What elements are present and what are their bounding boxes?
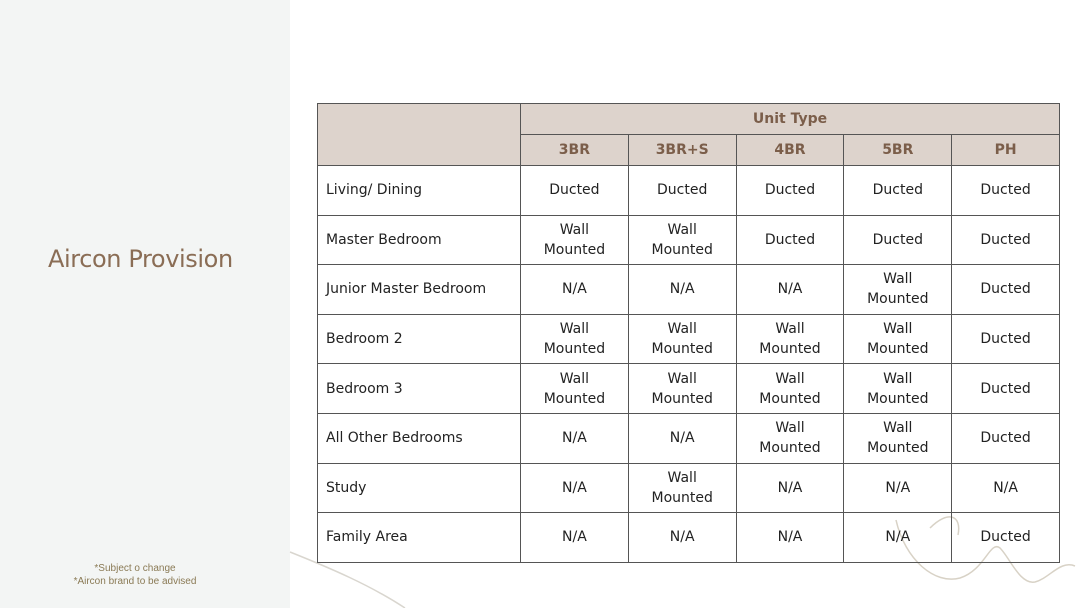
column-header-3br-s: 3BR+S — [628, 135, 736, 166]
footnotes — [0, 562, 270, 588]
table-cell: N/A — [628, 265, 736, 315]
table-cell: Wall Mounted — [844, 314, 952, 364]
aircon-table — [317, 103, 1060, 563]
row-label: All Other Bedrooms — [318, 413, 521, 463]
table-cell: Ducted — [521, 166, 629, 216]
table-row — [318, 413, 1060, 463]
table-cell: Ducted — [844, 215, 952, 265]
table-row — [318, 364, 1060, 414]
table-corner-cell — [318, 104, 521, 166]
table-cell: N/A — [736, 265, 844, 315]
column-header-ph: PH — [952, 135, 1060, 166]
row-label: Bedroom 3 — [318, 364, 521, 414]
table-cell: Wall Mounted — [628, 215, 736, 265]
table-cell: N/A — [521, 513, 629, 563]
row-label: Master Bedroom — [318, 215, 521, 265]
table-cell: N/A — [521, 265, 629, 315]
table-cell: Wall Mounted — [844, 413, 952, 463]
page-title: Aircon Provision — [48, 245, 233, 273]
row-label: Study — [318, 463, 521, 513]
table-cell: N/A — [952, 463, 1060, 513]
table-cell: Ducted — [952, 513, 1060, 563]
table-cell: N/A — [736, 463, 844, 513]
table-row — [318, 314, 1060, 364]
table-group-header-row — [318, 104, 1060, 135]
table-row — [318, 166, 1060, 216]
unit-type-header: Unit Type — [521, 104, 1060, 135]
table-cell: N/A — [844, 513, 952, 563]
table-cell: Wall Mounted — [628, 463, 736, 513]
table-cell: N/A — [844, 463, 952, 513]
table-cell: Ducted — [628, 166, 736, 216]
table-cell: N/A — [628, 513, 736, 563]
table-cell: Wall Mounted — [521, 364, 629, 414]
table-cell: Ducted — [952, 166, 1060, 216]
table-cell: Ducted — [952, 265, 1060, 315]
column-header-5br: 5BR — [844, 135, 952, 166]
table-cell: Wall Mounted — [736, 314, 844, 364]
row-label: Living/ Dining — [318, 166, 521, 216]
table-cell: Ducted — [844, 166, 952, 216]
table-cell: N/A — [521, 463, 629, 513]
table-cell: N/A — [736, 513, 844, 563]
table-cell: N/A — [521, 413, 629, 463]
table-cell: Wall Mounted — [521, 314, 629, 364]
table-cell: N/A — [628, 413, 736, 463]
row-label: Bedroom 2 — [318, 314, 521, 364]
table-cell: Ducted — [736, 166, 844, 216]
table-cell: Wall Mounted — [736, 364, 844, 414]
table-row — [318, 265, 1060, 315]
table-row — [318, 463, 1060, 513]
table-cell: Ducted — [952, 314, 1060, 364]
table-cell: Ducted — [952, 215, 1060, 265]
table-row — [318, 513, 1060, 563]
footnote-aircon-brand: *Aircon brand to be advised — [73, 576, 197, 587]
column-header-3br: 3BR — [521, 135, 629, 166]
footnote-subject-to-change: *Subject o change — [94, 563, 176, 574]
table-cell: Wall Mounted — [628, 314, 736, 364]
table-cell: Ducted — [952, 413, 1060, 463]
sidebar-panel — [0, 0, 290, 608]
table-cell: Wall Mounted — [628, 364, 736, 414]
row-label: Junior Master Bedroom — [318, 265, 521, 315]
table-cell: Wall Mounted — [844, 364, 952, 414]
column-header-4br: 4BR — [736, 135, 844, 166]
row-label: Family Area — [318, 513, 521, 563]
table-row — [318, 215, 1060, 265]
table-cell: Wall Mounted — [736, 413, 844, 463]
table-cell: Wall Mounted — [844, 265, 952, 315]
table-cell: Ducted — [952, 364, 1060, 414]
table-cell: Ducted — [736, 215, 844, 265]
table-cell: Wall Mounted — [521, 215, 629, 265]
